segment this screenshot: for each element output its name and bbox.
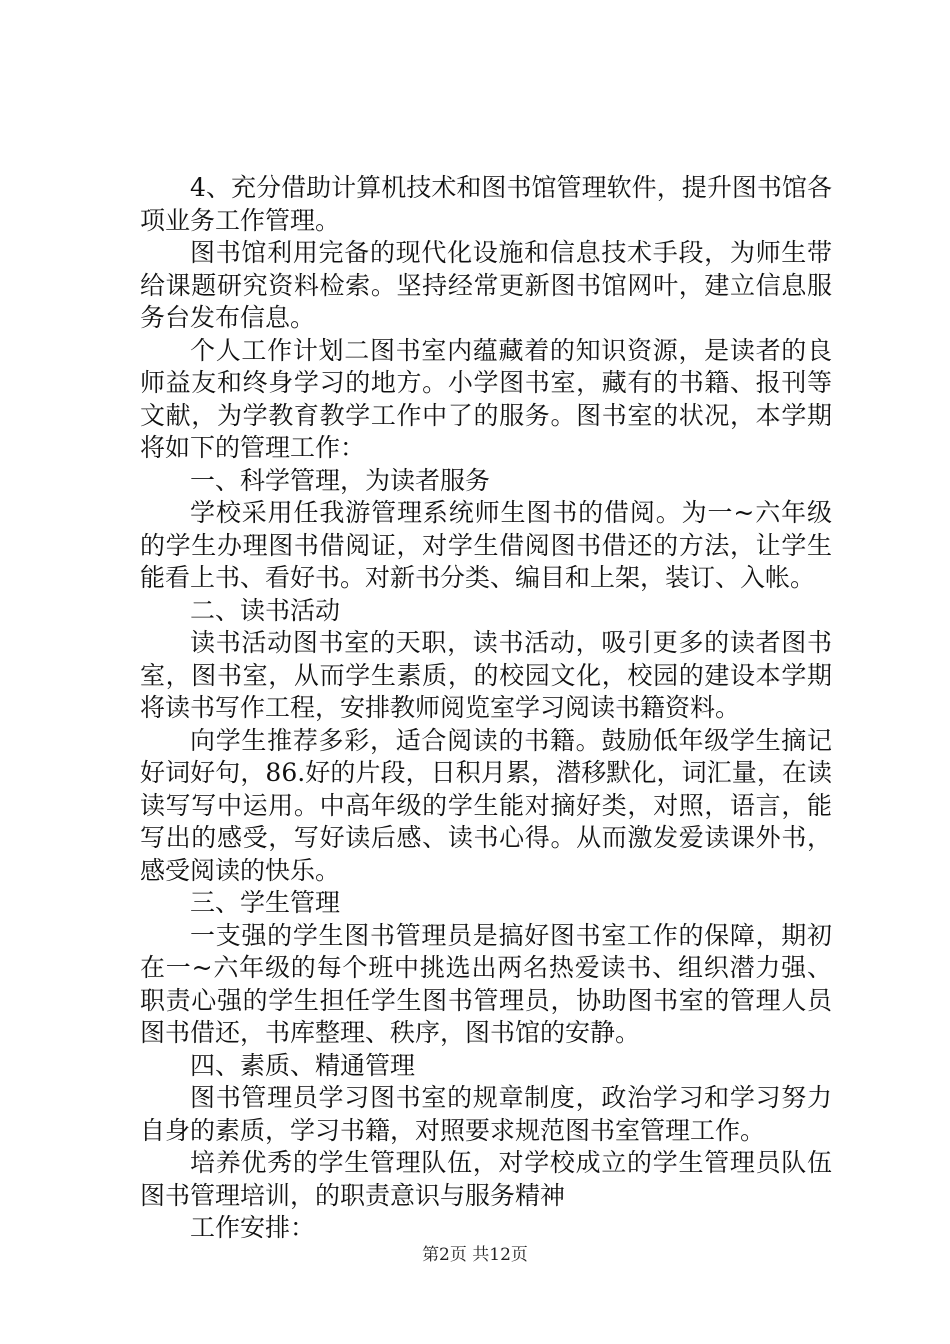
- paragraph: 一支强的学生图书管理员是搞好图书室工作的保障，期初在一~六年级的每个班中挑选出两名热爱读书、组织潜力强、职责心强的学生担任学生图书管理员，协助图书室的管理人员图书借还，书库整理、秩序，图书馆的安静。: [140, 920, 832, 1047]
- document-body: [140, 172, 832, 1245]
- paragraph: 个人工作计划二图书室内蕴藏着的知识资源，是读者的良师益友和终身学习的地方。小学图书室，藏有的书籍、报刊等文献，为学教育教学工作中了的服务。图书室的状况，本学期将如下的管理工作：: [140, 335, 832, 462]
- section-heading: 三、学生管理: [190, 888, 341, 917]
- paragraph: 图书管理员学习图书室的规章制度，政治学习和学习努力自身的素质，学习书籍，对照要求规范图书室管理工作。: [140, 1083, 832, 1145]
- paragraph: 学校采用任我游管理系统师生图书的借阅。为一~六年级的学生办理图书借阅证，对学生借阅图书借还的方法，让学生能看上书、看好书。对新书分类、编目和上架，装订、入帐。: [140, 498, 832, 592]
- paragraph: 4、充分借助计算机技术和图书馆管理软件，提升图书馆各项业务工作管理。: [140, 173, 832, 235]
- paragraph: 向学生推荐多彩，适合阅读的书籍。鼓励低年级学生摘记好词好句，86.好的片段，日积月累，潜移默化，词汇量，在读读写写中运用。中高年级的学生能对摘好类，对照，语言，能写出的感受，写好读后感、读书心得。从而激发爱读课外书，感受阅读的快乐。: [140, 725, 832, 885]
- paragraph: 培养优秀的学生管理队伍，对学校成立的学生管理员队伍图书管理培训，的职责意识与服务精神: [140, 1148, 832, 1210]
- paragraph: 图书馆利用完备的现代化设施和信息技术手段，为师生带给课题研究资料检索。坚持经常更新图书馆网叶，建立信息服务台发布信息。: [140, 238, 832, 332]
- section-heading: 二、读书活动: [190, 595, 341, 625]
- section-heading: 一、科学管理，为读者服务: [190, 465, 491, 495]
- paragraph: 读书活动图书室的天职，读书活动，吸引更多的读者图书室，图书室，从而学生素质，的校园文化，校园的建设本学期将读书写作工程，安排教师阅览室学习阅读书籍资料。: [140, 628, 832, 722]
- page-number-footer: 第2页 共12页: [422, 1245, 528, 1265]
- paragraph: 工作安排：: [190, 1213, 316, 1242]
- section-heading: 四、素质、精通管理: [190, 1050, 416, 1080]
